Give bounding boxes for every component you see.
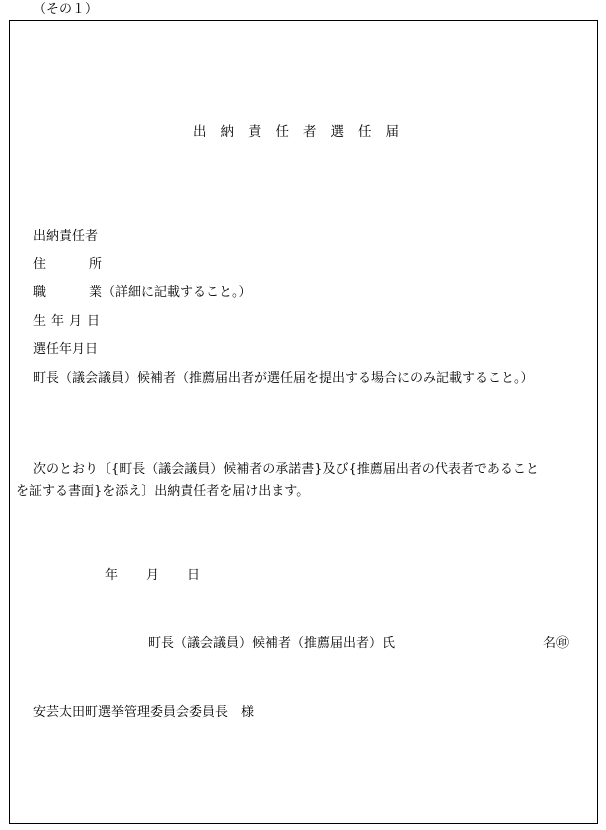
field-address-label-a: 住 (33, 257, 47, 272)
date-year-label: 年 (105, 568, 119, 583)
field-birthdate-label-c: 月 (69, 314, 83, 329)
field-treasurer: 出納責任者 (33, 229, 99, 244)
date-line (105, 569, 200, 582)
seal-label: 名㊞ (543, 636, 570, 651)
field-birthdate (33, 315, 100, 328)
form-caption: （その１） (33, 2, 99, 17)
date-month-label: 月 (146, 568, 160, 583)
form-frame (9, 20, 598, 824)
body-text-line-1: 次のとおり〔{町長（議会議員）候補者の承諾書}及び{推薦届出者の代表者であること (33, 462, 539, 477)
field-appointment-date: 選任年月日 (33, 342, 99, 357)
field-candidate: 町長（議会議員）候補者（推薦届出者が選任届を提出する場合にのみ記載すること。） (33, 371, 534, 386)
form-title: 出納責任者選任届 (193, 124, 413, 140)
body-text-line-2: を証する書面}を添え〕出納責任者を届け出ます。 (16, 484, 310, 499)
field-birthdate-label-d: 日 (87, 314, 101, 329)
field-occupation-label-b: 業（詳細に記載すること。） (89, 285, 252, 300)
addressee: 安芸太田町選挙管理委員会委員長 様 (33, 705, 255, 720)
field-birthdate-label-b: 年 (51, 314, 65, 329)
date-day-label: 日 (187, 568, 201, 583)
field-occupation (33, 286, 252, 299)
field-occupation-label-a: 職 (33, 285, 47, 300)
field-address (33, 258, 102, 271)
field-address-label-b: 所 (89, 257, 103, 272)
applicant-name-label: 町長（議会議員）候補者（推薦届出者）氏 (148, 636, 396, 651)
field-birthdate-label-a: 生 (33, 314, 47, 329)
